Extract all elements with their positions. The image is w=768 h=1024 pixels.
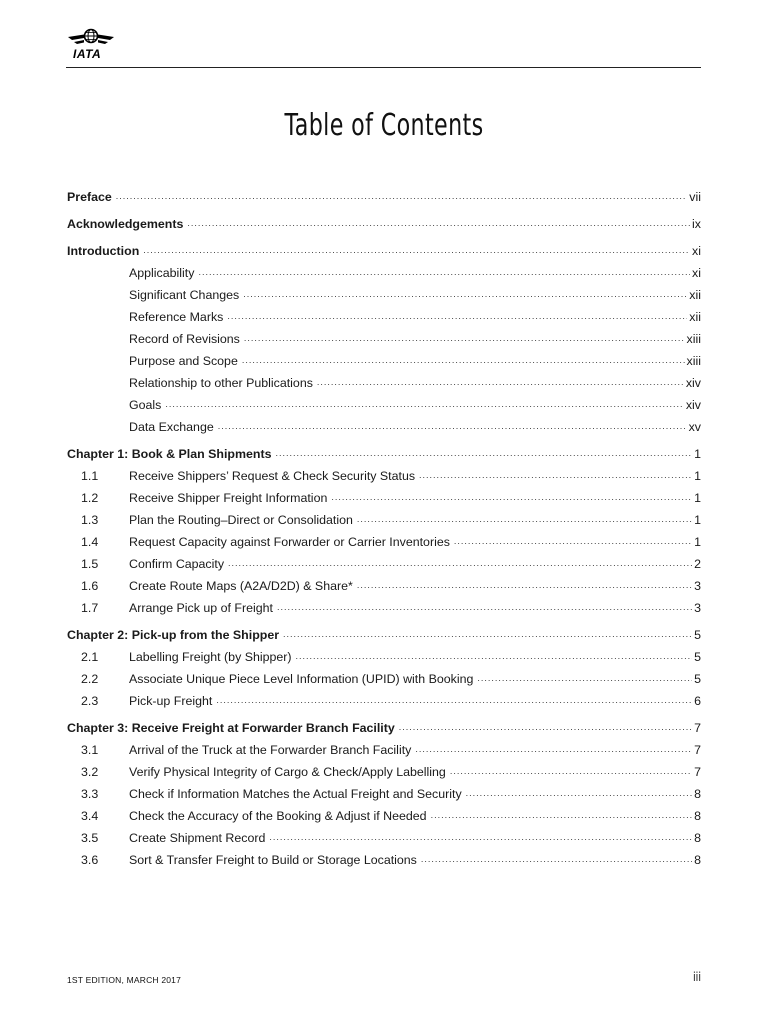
toc-dot-leader: [415, 742, 692, 756]
toc-entry-page: 8: [694, 787, 701, 801]
toc-entry-page: xiii: [686, 332, 701, 346]
toc-entry-page: xi: [692, 244, 701, 258]
toc-entry-number: 1.2: [81, 491, 99, 505]
toc-entry[interactable]: [67, 281, 701, 303]
toc-entry-title: Receive Shippers’ Request & Check Security Status: [129, 469, 416, 483]
toc-entry-title: Request Capacity against Forwarder or Carrier Inventories: [129, 535, 450, 549]
toc-entry-title: Applicability: [129, 266, 195, 280]
toc-entry-page: 8: [694, 853, 701, 867]
toc-entry-title: Check the Accuracy of the Booking & Adjust if Needed: [129, 809, 427, 823]
toc-entry-page: xii: [689, 310, 701, 324]
toc-entry[interactable]: [67, 550, 701, 572]
toc-entry[interactable]: [67, 237, 701, 259]
toc-entry-page: 6: [694, 694, 701, 708]
toc-entry[interactable]: [67, 391, 701, 413]
toc-entry-page: 1: [694, 491, 701, 505]
toc-dot-leader: [228, 556, 692, 570]
toc-entry-number: 3.3: [81, 787, 99, 801]
toc-dot-leader: [275, 446, 692, 460]
toc-entry-page: 2: [694, 557, 701, 571]
toc-entry-page: 3: [694, 579, 701, 593]
toc-entry[interactable]: [67, 347, 701, 369]
toc-entry-title: Data Exchange: [129, 420, 214, 434]
toc-entry-page: 3: [694, 601, 701, 615]
toc-entry-title: Chapter 1: Book & Plan Shipments: [67, 447, 272, 461]
toc-dot-leader: [143, 243, 690, 257]
page-title: Table of Contents: [284, 108, 484, 143]
toc-dot-leader: [116, 189, 688, 203]
toc-entry[interactable]: [67, 824, 701, 846]
toc-entry-title: Labelling Freight (by Shipper): [129, 650, 292, 664]
toc-entry-page: 5: [694, 628, 701, 642]
toc-entry-title: Arrival of the Truck at the Forwarder Branch Facility: [129, 743, 412, 757]
toc-dot-leader: [399, 720, 692, 734]
toc-dot-leader: [227, 309, 687, 323]
toc-entry-title: Receive Shipper Freight Information: [129, 491, 328, 505]
toc-entry-number: 1.1: [81, 469, 99, 483]
toc-dot-leader: [454, 534, 692, 548]
toc-dot-leader: [277, 600, 692, 614]
toc-entry-page: 1: [694, 535, 701, 549]
toc-entry-page: xv: [688, 420, 701, 434]
toc-entry-number: 3.5: [81, 831, 99, 845]
toc-entry[interactable]: [67, 325, 701, 347]
toc-entry-title: Preface: [67, 190, 112, 204]
toc-entry-title: Chapter 2: Pick-up from the Shipper: [67, 628, 280, 642]
toc-entry[interactable]: [67, 440, 701, 462]
toc-entry-number: 3.2: [81, 765, 99, 779]
toc-dot-leader: [450, 764, 692, 778]
toc-dot-leader: [243, 287, 687, 301]
toc-entry[interactable]: [67, 802, 701, 824]
toc-entry-title: Chapter 3: Receive Freight at Forwarder Branch Facility: [67, 721, 395, 735]
toc-entry-title: Pick-up Freight: [129, 694, 213, 708]
toc-entry-page: ix: [692, 217, 701, 231]
toc-entry-title: Acknowledgements: [67, 217, 184, 231]
toc-entry-title: Sort & Transfer Freight to Build or Storage Locations: [129, 853, 417, 867]
toc-entry[interactable]: [67, 643, 701, 665]
edition-footer: 1ST EDITION, MARCH 2017: [67, 975, 182, 985]
toc-entry-page: 7: [694, 743, 701, 757]
toc-dot-leader: [419, 468, 692, 482]
toc-entry-title: Significant Changes: [129, 288, 240, 302]
toc-dot-leader: [357, 512, 692, 526]
toc-dot-leader: [477, 671, 692, 685]
toc-dot-leader: [331, 490, 692, 504]
toc-entry[interactable]: [67, 484, 701, 506]
toc-entry-number: 3.4: [81, 809, 99, 823]
toc-entry-number: 1.5: [81, 557, 99, 571]
toc-dot-leader: [218, 419, 687, 433]
toc-entry-number: 1.6: [81, 579, 99, 593]
toc-dot-leader: [283, 627, 692, 641]
header-rule: [66, 67, 701, 68]
toc-entry-page: 5: [694, 672, 701, 686]
toc-entry-title: Check if Information Matches the Actual Freight and Security: [129, 787, 462, 801]
toc-entry[interactable]: [67, 183, 701, 205]
toc-entry-page: xii: [689, 288, 701, 302]
toc-entry-page: 1: [694, 447, 701, 461]
toc-entry-page: xiii: [686, 354, 701, 368]
toc-dot-leader: [242, 353, 685, 367]
toc-dot-leader: [244, 331, 685, 345]
toc-entry[interactable]: [67, 303, 701, 325]
table-of-contents: [67, 183, 701, 868]
toc-entry[interactable]: [67, 621, 701, 643]
toc-entry-page: xiv: [685, 376, 701, 390]
toc-entry-number: 1.4: [81, 535, 99, 549]
toc-entry-number: 2.2: [81, 672, 99, 686]
toc-entry-page: xi: [692, 266, 701, 280]
toc-dot-leader: [357, 578, 692, 592]
toc-entry-title: Goals: [129, 398, 162, 412]
page-number: iii: [692, 970, 701, 984]
toc-entry[interactable]: [67, 594, 701, 616]
iata-logo-text: IATA: [73, 47, 102, 61]
toc-dot-leader: [216, 693, 692, 707]
toc-dot-leader: [269, 830, 692, 844]
toc-entry-title: Arrange Pick up of Freight: [129, 601, 273, 615]
toc-entry-number: 1.7: [81, 601, 99, 615]
toc-entry-title: Associate Unique Piece Level Information (UPID) with Booking: [129, 672, 474, 686]
toc-dot-leader: [198, 265, 690, 279]
toc-entry-title: Reference Marks: [129, 310, 224, 324]
toc-entry-title: Purpose and Scope: [129, 354, 238, 368]
toc-entry[interactable]: [67, 687, 701, 709]
toc-entry[interactable]: [67, 846, 701, 868]
toc-entry[interactable]: [67, 736, 701, 758]
toc-entry-title: Confirm Capacity: [129, 557, 225, 571]
toc-entry-page: 1: [694, 469, 701, 483]
toc-entry[interactable]: [67, 210, 701, 232]
toc-dot-leader: [421, 852, 692, 866]
toc-entry-number: 2.1: [81, 650, 99, 664]
toc-entry-page: 5: [694, 650, 701, 664]
toc-entry-number: 3.6: [81, 853, 99, 867]
toc-entry[interactable]: [67, 506, 701, 528]
toc-entry-page: xiv: [685, 398, 701, 412]
toc-entry-title: Create Shipment Record: [129, 831, 266, 845]
toc-entry-page: 7: [694, 765, 701, 779]
toc-dot-leader: [466, 786, 692, 800]
toc-entry-title: Introduction: [67, 244, 140, 258]
toc-entry[interactable]: [67, 572, 701, 594]
toc-dot-leader: [317, 375, 684, 389]
toc-entry[interactable]: [67, 665, 701, 687]
toc-entry-title: Verify Physical Integrity of Cargo & Check/Apply Labelling: [129, 765, 446, 779]
toc-dot-leader: [187, 216, 690, 230]
toc-entry-title: Relationship to other Publications: [129, 376, 313, 390]
toc-entry[interactable]: [67, 528, 701, 550]
toc-entry[interactable]: [67, 413, 701, 435]
toc-entry-number: 1.3: [81, 513, 99, 527]
toc-entry[interactable]: [67, 714, 701, 736]
toc-entry[interactable]: [67, 369, 701, 391]
toc-entry-number: 3.1: [81, 743, 99, 757]
toc-entry-page: 8: [694, 809, 701, 823]
toc-entry-page: vii: [689, 190, 701, 204]
toc-entry-page: 7: [694, 721, 701, 735]
toc-entry[interactable]: [67, 758, 701, 780]
toc-dot-leader: [165, 397, 683, 411]
toc-entry-title: Plan the Routing–Direct or Consolidation: [129, 513, 353, 527]
toc-dot-leader: [296, 649, 693, 663]
toc-entry[interactable]: [67, 259, 701, 281]
toc-entry[interactable]: [67, 780, 701, 802]
toc-entry-title: Record of Revisions: [129, 332, 240, 346]
toc-entry[interactable]: [67, 462, 701, 484]
toc-entry-number: 2.3: [81, 694, 99, 708]
toc-entry-page: 1: [694, 513, 701, 527]
toc-entry-title: Create Route Maps (A2A/D2D) & Share*: [129, 579, 353, 593]
toc-entry-page: 8: [694, 831, 701, 845]
toc-dot-leader: [431, 808, 693, 822]
